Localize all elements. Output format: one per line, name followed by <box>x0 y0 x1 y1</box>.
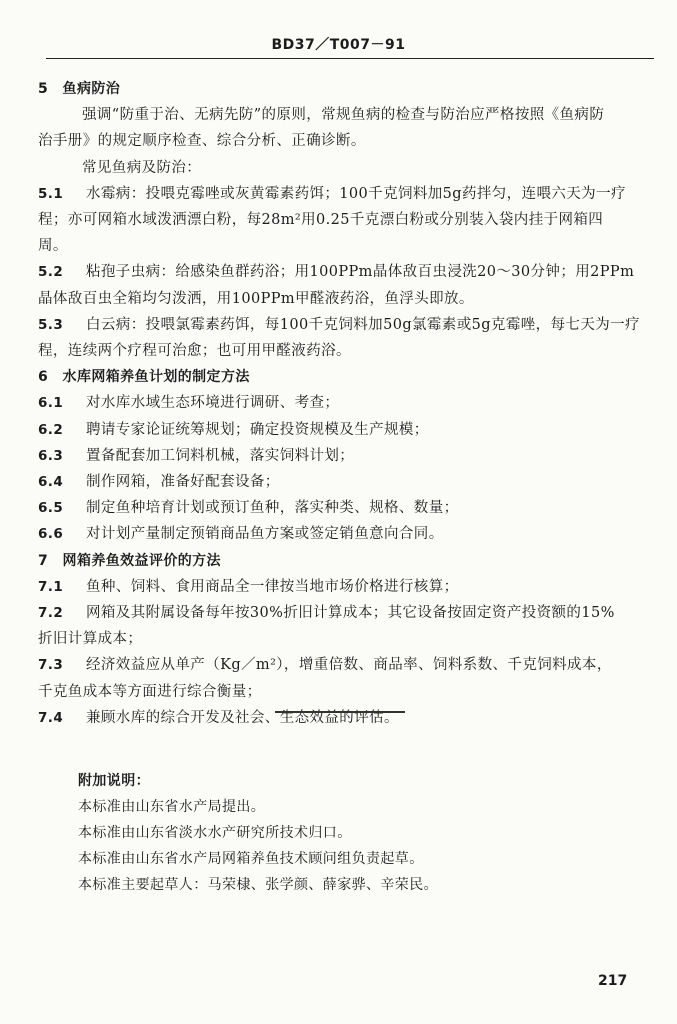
item-text: 对水库水域生态环境进行调研、考查； <box>86 395 340 412</box>
header-rule <box>46 58 654 59</box>
section-heading-7: 7 网箱养鱼效益评价的方法 <box>38 552 221 569</box>
item-6-4 <box>38 469 654 495</box>
document-body <box>38 76 654 731</box>
item-text: 制作网箱，准备好配套设备； <box>86 474 280 491</box>
item-number: 6.3 <box>38 447 64 464</box>
item-5-3 <box>38 312 654 338</box>
notes-title: 附加说明： <box>78 773 150 789</box>
s5-common-label: 常见鱼病及防治： <box>82 159 202 176</box>
item-number: 7.1 <box>38 578 64 595</box>
item-5-1-cont-1: 程；亦可网箱水域泼洒漂白粉，每28m²用0.25千克漂白粉或分别装入袋内挂于网箱四 <box>38 212 604 229</box>
document-code-header: BD37／T007－91 <box>271 37 406 53</box>
item-6-1 <box>38 390 654 416</box>
item-text: 白云病：投喂氯霉素药饵，每100千克饲料加50g氯霉素或5g克霉唑，每七天为一疗 <box>86 316 640 333</box>
item-6-5 <box>38 495 654 521</box>
item-5-2 <box>38 259 654 285</box>
item-text: 水霉病：投喂克霉唑或灰黄霉素药饵；100千克饲料加5g药拌匀，连喂六天为一疗 <box>86 185 626 202</box>
item-number: 7.4 <box>38 709 64 726</box>
item-text: 网箱及其附属设备每年按30%折旧计算成本；其它设备按固定资产投资额的15% <box>86 605 615 622</box>
item-number: 6.4 <box>38 474 64 491</box>
item-text: 粘孢子虫病：给感染鱼群药浴；用100PPm晶体敌百虫浸洗20～30分钟；用2PPm <box>86 264 635 281</box>
section-heading-5: 5 鱼病防治 <box>38 81 121 97</box>
item-number: 5.1 <box>38 185 64 202</box>
item-7-3-cont: 千克鱼成本等方面进行综合衡量； <box>38 683 262 700</box>
item-5-3-cont: 程，连续两个疗程可治愈；也可用甲醛液药浴。 <box>38 343 351 360</box>
note-line: 本标准由山东省淡水水产研究所技术归口。 <box>78 825 352 841</box>
item-number: 6.1 <box>38 395 64 412</box>
s5-intro-line-1: 强调“防重于治、无病先防”的原则，常规鱼病的检查与防治应严格按照《鱼病防 <box>82 107 605 124</box>
item-number: 7.2 <box>38 605 64 622</box>
item-text: 兼顾水库的综合开发及社会、生态效益的评估。 <box>86 709 399 726</box>
item-7-2 <box>38 600 654 626</box>
item-7-1 <box>38 574 654 600</box>
section-divider <box>275 711 405 713</box>
page-number: 217 <box>598 973 628 989</box>
item-5-1-cont-2: 周。 <box>38 238 68 255</box>
item-number: 7.3 <box>38 657 64 674</box>
item-text: 鱼种、饲料、食用商品全一律按当地市场价格进行核算； <box>86 578 459 595</box>
s5-intro-line-2: 治手册》的规定顺序检查、综合分析、正确诊断。 <box>38 133 366 150</box>
item-number: 6.5 <box>38 500 64 517</box>
note-line: 本标准由山东省水产局提出。 <box>78 799 266 815</box>
item-text: 制定鱼种培育计划或预订鱼种，落实种类、规格、数量； <box>86 500 459 517</box>
item-number: 5.3 <box>38 316 64 333</box>
item-text: 置备配套加工饲料机械，落实饲料计划； <box>86 447 355 464</box>
item-number: 6.6 <box>38 526 64 543</box>
item-5-1 <box>38 181 654 207</box>
item-7-2-cont: 折旧计算成本； <box>38 631 143 648</box>
item-6-2 <box>38 417 654 443</box>
item-6-3 <box>38 443 654 469</box>
item-5-2-cont: 晶体敌百虫全箱均匀泼洒，用100PPm甲醛液药浴，鱼浮头即放。 <box>38 290 474 307</box>
item-text: 对计划产量制定预销商品鱼方案或签定销鱼意向合同。 <box>86 526 444 543</box>
item-7-4 <box>38 705 654 731</box>
note-line: 本标准由山东省水产局网箱养鱼技术顾问组负责起草。 <box>78 851 424 867</box>
section-heading-6: 6 水库网箱养鱼计划的制定方法 <box>38 369 250 386</box>
item-text: 经济效益应从单产（Kg／m²），增重倍数、商品率、饲料系数、千克饲料成本， <box>86 657 612 674</box>
item-7-3 <box>38 652 654 678</box>
item-number: 5.2 <box>38 264 64 281</box>
item-text: 聘请专家论证统筹规划；确定投资规模及生产规模； <box>86 421 429 438</box>
item-number: 6.2 <box>38 421 64 438</box>
note-line: 本标准主要起草人：马荣棣、张学颜、薛家骅、辛荣民。 <box>78 877 438 893</box>
additional-notes <box>78 768 438 898</box>
item-6-6 <box>38 521 654 547</box>
